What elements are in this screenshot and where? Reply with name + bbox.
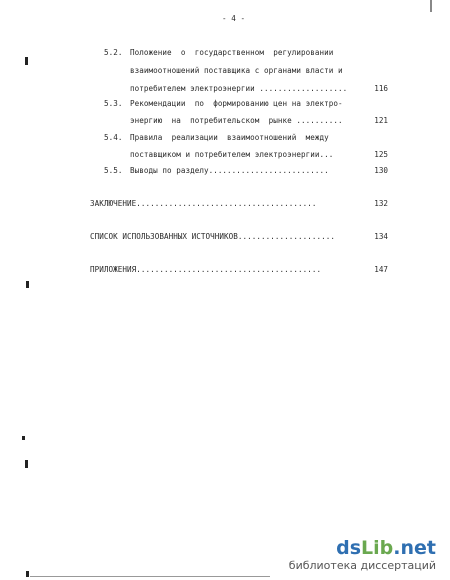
- scan-mark: [22, 436, 25, 440]
- toc-page-number: 116: [374, 84, 388, 93]
- page-number: - 4 -: [222, 14, 246, 23]
- toc-page-number: 130: [374, 166, 388, 175]
- scan-mark: [430, 0, 432, 12]
- toc-title-line: ЗАКЛЮЧЕНИЕ.......................................: [90, 199, 317, 208]
- toc-page-number: 125: [374, 150, 388, 159]
- toc-title-line: Правила реализации взаимоотношений между: [130, 133, 329, 142]
- toc-title-line: потребителем электроэнергии ...................: [130, 84, 348, 93]
- toc-page-number: 134: [374, 232, 388, 241]
- toc-number: 5.5.: [104, 166, 123, 175]
- toc-page-number: 147: [374, 265, 388, 274]
- scan-mark: [26, 281, 29, 288]
- toc-title-line: СПИСОК ИСПОЛЬЗОВАННЫХ ИСТОЧНИКОВ.....................: [90, 232, 335, 241]
- toc-title-line: ПРИЛОЖЕНИЯ........................................: [90, 265, 322, 274]
- toc-title-line: взаимоотношений поставщика с органами власти и: [130, 66, 343, 75]
- toc-title-line: Выводы по разделу..........................: [130, 166, 329, 175]
- toc-title-line: Положение о государственном регулировании: [130, 48, 334, 57]
- scan-mark: [25, 460, 28, 468]
- watermark-subtitle: библиотека диссертаций: [288, 559, 436, 572]
- toc-number: 5.2.: [104, 48, 123, 57]
- toc-number: 5.4.: [104, 133, 123, 142]
- toc-number: 5.3.: [104, 99, 123, 108]
- toc-title-line: Рекомендации по формированию цен на электро-: [130, 99, 343, 108]
- toc-title-line: энергию на потребительском рынке ..........: [130, 116, 343, 125]
- scan-mark: [25, 57, 28, 65]
- toc-page-number: 132: [374, 199, 388, 208]
- toc-title-line: поставщиком и потребителем электроэнергии...: [130, 150, 334, 159]
- watermark-logo: dsLib.net: [336, 537, 436, 559]
- watermark: [289, 538, 436, 572]
- toc-page-number: 121: [374, 116, 388, 125]
- scan-edge-line: [30, 576, 270, 577]
- scan-mark: [26, 571, 29, 577]
